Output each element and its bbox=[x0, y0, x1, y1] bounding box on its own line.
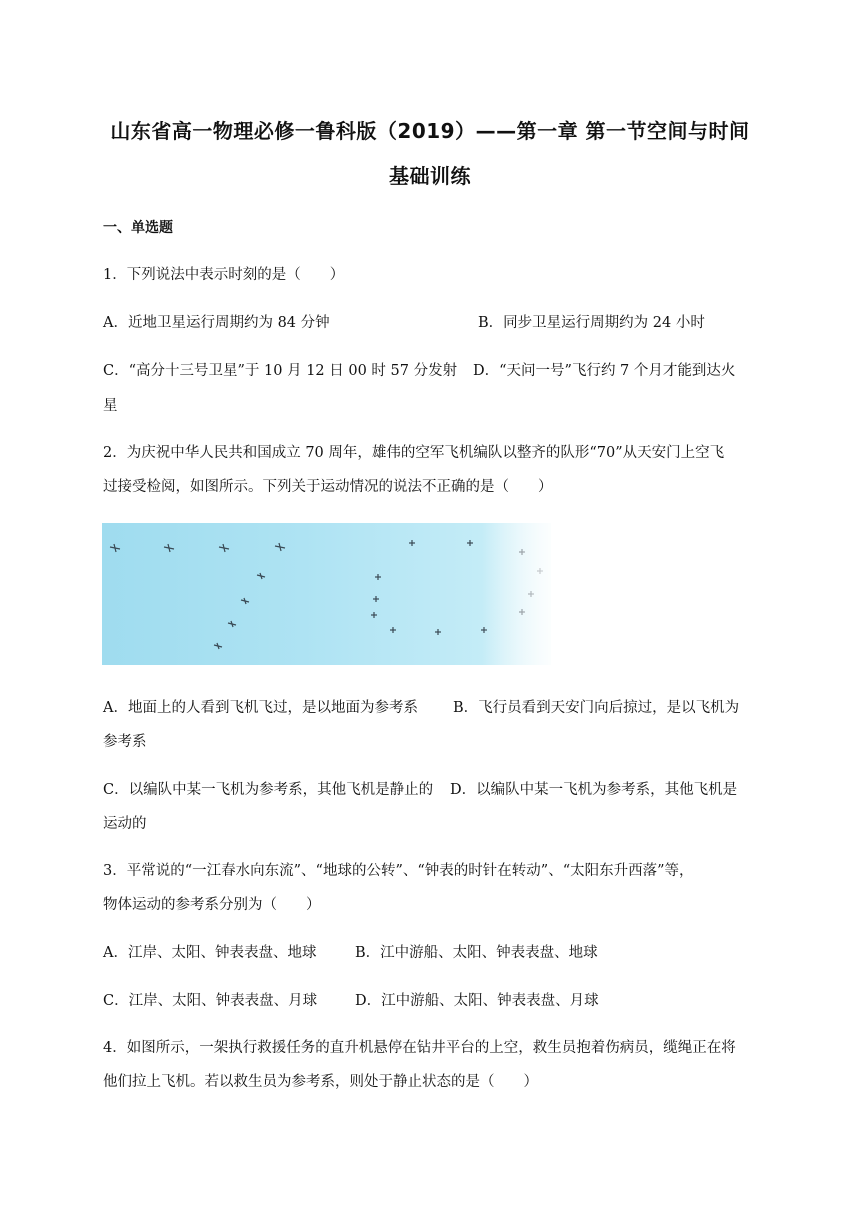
aircraft-icon bbox=[214, 643, 222, 649]
question-2-option-b: B．飞行员看到天安门向后掠过，是以飞机为 bbox=[453, 700, 740, 716]
question-2-option-a: A．地面上的人看到飞机飞过，是以地面为参考系 bbox=[103, 700, 418, 716]
aircraft-icon bbox=[373, 596, 379, 602]
question-2-option-d-cont: 运动的 bbox=[103, 816, 147, 832]
question-1-option-d-cont: 星 bbox=[103, 398, 118, 414]
question-2-stem-cont: 过接受检阅，如图所示。下列关于运动情况的说法不正确的是（ ） bbox=[103, 479, 553, 495]
question-4-stem: 4．如图所示，一架执行救援任务的直升机悬停在钻井平台的上空，救生员抱着伤病员，缆绳正在将 bbox=[103, 1040, 736, 1056]
aircraft-icon bbox=[110, 544, 120, 552]
aircraft-icon bbox=[275, 543, 285, 551]
question-3-stem-cont: 物体运动的参考系分别为（ ） bbox=[103, 897, 321, 913]
question-1-option-b: B．同步卫星运行周期约为 24 小时 bbox=[478, 315, 705, 331]
aircraft-icon bbox=[390, 627, 396, 633]
document-subtitle: 基础训练 bbox=[389, 164, 471, 188]
aircraft-icon bbox=[241, 598, 249, 604]
document-title: 山东省高一物理必修一鲁科版（2019）——第一章 第一节空间与时间 bbox=[110, 119, 750, 143]
section-heading: 一、单选题 bbox=[103, 220, 173, 236]
aircraft-icon bbox=[435, 629, 441, 635]
question-1-option-a: A．近地卫星运行周期约为 84 分钟 bbox=[103, 315, 330, 331]
aircraft-icon bbox=[228, 621, 236, 627]
question-2-option-c: C．以编队中某一飞机为参考系，其他飞机是静止的 bbox=[103, 782, 434, 798]
question-3-stem: 3．平常说的“一江春水向东流”、“地球的公转”、“钟表的时针在转动”、“太阳东升西落”等， bbox=[103, 863, 694, 879]
aircraft-icon bbox=[219, 544, 229, 552]
aircraft-icon bbox=[409, 540, 415, 546]
aircraft-icon bbox=[257, 573, 265, 579]
question-3-option-b: B．江中游船、太阳、钟表表盘、地球 bbox=[355, 945, 598, 961]
aircraft-icon bbox=[467, 540, 473, 546]
question-4-stem-cont: 他们拉上飞机。若以救生员为参考系，则处于静止状态的是（ ） bbox=[103, 1074, 538, 1090]
question-2-stem: 2．为庆祝中华人民共和国成立 70 周年，雄伟的空军飞机编队以整齐的队形“70”从天安门上空飞 bbox=[103, 445, 725, 461]
aircraft-icon bbox=[375, 574, 381, 580]
aircraft-icon bbox=[164, 544, 174, 552]
formation-70-photo bbox=[102, 523, 551, 665]
question-3-option-c: C．江岸、太阳、钟表表盘、月球 bbox=[103, 993, 318, 1009]
photo-haze bbox=[481, 523, 551, 665]
question-3-option-a: A．江岸、太阳、钟表表盘、地球 bbox=[103, 945, 317, 961]
question-2-option-d: D．以编队中某一飞机为参考系，其他飞机是 bbox=[450, 782, 738, 798]
question-2-option-b-cont: 参考系 bbox=[103, 734, 147, 750]
question-1-option-c: C．“高分十三号卫星”于 10 月 12 日 00 时 57 分发射 bbox=[103, 363, 458, 379]
question-3-option-d: D．江中游船、太阳、钟表表盘、月球 bbox=[355, 993, 599, 1009]
question-1-option-d: D．“天问一号”飞行约 7 个月才能到达火 bbox=[473, 363, 736, 379]
aircraft-icon bbox=[371, 612, 377, 618]
question-1-stem: 1．下列说法中表示时刻的是（ ） bbox=[103, 267, 345, 283]
